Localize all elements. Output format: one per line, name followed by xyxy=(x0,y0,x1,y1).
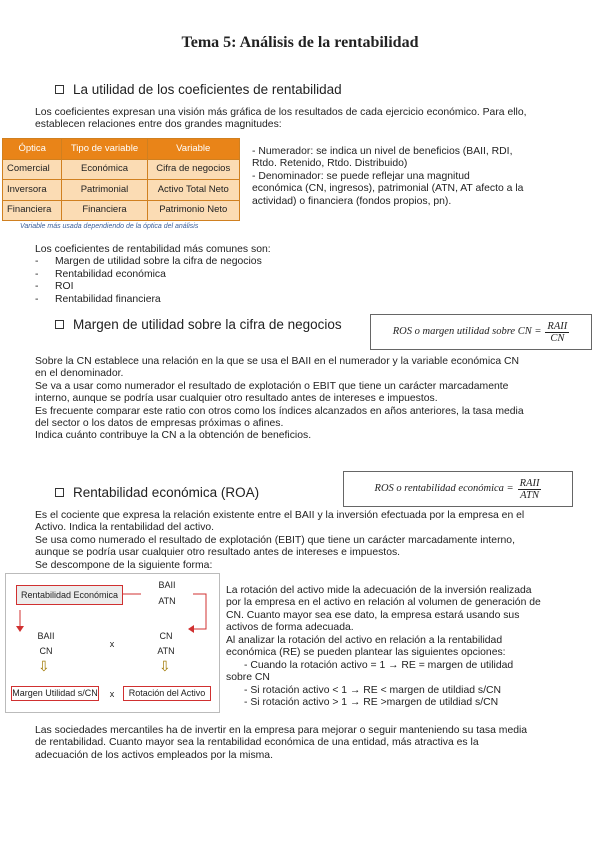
list-item: - Rentabilidad económica xyxy=(35,268,166,280)
text-line: actividad) o financiera (fondos propios, pn). xyxy=(252,195,452,207)
text-line: interno, aunque se podría usar cualquier otro resultado antes de intereses e impuestos. xyxy=(35,393,438,405)
text-line: Es el cociente que expresa la relación existente entre el BAII y la inversión efectuada por la empresa en el xyxy=(35,510,525,521)
table-caption: Variable más usada dependiendo de la óptica del análisis xyxy=(20,223,199,230)
table-row xyxy=(3,180,240,201)
table-header-row xyxy=(3,139,240,160)
list-item: - ROI xyxy=(35,281,74,293)
table-cell: Activo Total Neto xyxy=(147,180,240,201)
text-line: del sector o los datos de empresas próximas o afines. xyxy=(35,418,284,430)
checkbox-bullet-icon xyxy=(55,488,64,497)
table-cell: Patrimonio Neto xyxy=(147,200,240,221)
table-cell: Económica xyxy=(62,159,147,180)
table-row xyxy=(3,200,240,221)
text-line: Es frecuente comparar este ratio con otros como los índices alcanzados en años anteriores, la tasa media xyxy=(35,405,524,417)
closing-paragraph xyxy=(35,725,527,762)
table-cell: Inversora xyxy=(3,180,62,201)
diagram-right-numerator: CN xyxy=(159,631,173,641)
checkbox-bullet-icon xyxy=(55,320,64,329)
text-line: - Numerador: se indica un nivel de beneficios (BAII, RDI, xyxy=(252,146,513,157)
section-heading-text: La utilidad de los coeficientes de rentabilidad xyxy=(73,82,342,97)
page-title: Tema 5: Análisis de la rentabilidad xyxy=(181,34,419,51)
arrow-down-icon: ⇩ xyxy=(159,658,171,674)
arrow-down-icon: ⇩ xyxy=(38,658,50,674)
diagram-top-numerator: BAII xyxy=(158,580,176,590)
text-line: económica (RE) se pueden plantear las siguientes opciones: xyxy=(226,647,506,659)
text-line: activos de forma adecuada. xyxy=(226,622,354,634)
text-line: Los coeficientes expresan una visión más gráfica de los resultados de cada ejercicio económico. Para ello, xyxy=(35,107,527,118)
text-line: Se descompone de la siguiente forma: xyxy=(35,559,213,571)
ros-formula xyxy=(370,314,592,350)
diagram-left-denominator: CN xyxy=(39,646,53,656)
optica-table xyxy=(2,138,240,221)
list-item: - Rentabilidad financiera xyxy=(35,293,161,305)
checkbox-bullet-icon xyxy=(55,85,64,94)
list-item: sobre CN xyxy=(226,672,270,684)
intro-paragraph xyxy=(35,107,527,132)
text-line: establecen relaciones entre dos grandes magnitudes: xyxy=(35,119,282,131)
formula-fraction xyxy=(545,321,569,344)
text-line: de rentabilidad. Cuanto mayor sea la rentabilidad económica de una entidad, más atractiva es la xyxy=(35,737,479,749)
table-cell: Financiera xyxy=(3,200,62,221)
text-line: en el denominador. xyxy=(35,368,124,380)
roa-decomposition-diagram xyxy=(5,573,220,713)
list-item: - Si rotación activo < 1 → RE < margen de utildiad s/CN xyxy=(244,684,501,696)
table-cell: Financiera xyxy=(62,200,147,221)
text-line: aunque se podría usar cualquier otro resultado antes de intereses e impuestos. xyxy=(35,547,401,559)
table-cell: Cifra de negocios xyxy=(147,159,240,180)
diagram-top-denominator: ATN xyxy=(158,596,176,606)
common-coefficients xyxy=(35,244,271,306)
table-cell: Comercial xyxy=(3,159,62,180)
section-heading-utilidad xyxy=(55,82,342,98)
table-cell: Patrimonial xyxy=(62,180,147,201)
denominador-text xyxy=(252,171,523,208)
diagram-right-denominator: ATN xyxy=(157,646,175,656)
text-line: - Denominador: se puede reflejar una magnitud xyxy=(252,171,470,182)
text-line: Indica cuánto contribuye la CN a la obtención de beneficios. xyxy=(35,430,312,442)
roa-body xyxy=(35,510,524,572)
formula-lhs: ROS o margen utilidad sobre CN = xyxy=(392,325,542,337)
text-line: Activo. Indica la rentabilidad del activo. xyxy=(35,522,215,534)
section-heading-margen xyxy=(55,317,342,333)
formula-fraction xyxy=(518,478,542,501)
text-line: Las sociedades mercantiles ha de invertir en la empresa para mejorar o seguir manteniendo su tasa media xyxy=(35,725,528,736)
numerador-text xyxy=(252,146,512,171)
text-line: Sobre la CN establece una relación en la que se usa el BAII en el numerador y la variable económica CN xyxy=(35,356,520,367)
margen-body xyxy=(35,356,524,443)
text-line: por la empresa en el activo en relación al volumen de generación de xyxy=(226,597,541,609)
table-row xyxy=(3,159,240,180)
formula-denominator: CN xyxy=(550,332,565,344)
formula-numerator: RAII xyxy=(547,320,568,332)
text-line: CN. Cuanto mayor sea ese dato, la empresa estará usando sus xyxy=(226,609,520,621)
roa-formula xyxy=(343,471,573,507)
table-header: Óptica xyxy=(3,139,62,160)
coefficients-list xyxy=(35,256,271,306)
text-line: Se usa como numerado el resultado de explotación (EBIT) que tiene un carácter marcadamente interno, xyxy=(35,534,515,546)
text-line: adecuación de los activos empleados por la misma. xyxy=(35,749,273,761)
rentabilidad-economica-box: Rentabilidad Económica xyxy=(16,585,123,605)
rotacion-options xyxy=(226,660,513,710)
rotacion-activo-box: Rotación del Activo xyxy=(123,686,211,701)
formula-numerator: RAII xyxy=(519,477,540,489)
rotacion-text xyxy=(226,585,541,659)
diagram-times: x xyxy=(109,689,115,699)
margen-utilidad-box: Margen Utilidad s/CN xyxy=(11,686,99,701)
table-header: Variable xyxy=(147,139,240,160)
text-line: Los coeficientes de rentabilidad más comunes son: xyxy=(35,244,271,255)
list-item: - Si rotación activo > 1 → RE >margen de utildiad s/CN xyxy=(244,697,499,709)
section-heading-text: Margen de utilidad sobre la cifra de negocios xyxy=(73,317,342,332)
text-line: Se va a usar como numerador el resultado de explotación o EBIT que tiene un carácter marcadamente xyxy=(35,380,509,392)
diagram-left-numerator: BAII xyxy=(37,631,55,641)
formula-lhs: ROS o rentabilidad económica = xyxy=(374,482,514,494)
formula-denominator: ATN xyxy=(520,489,539,501)
section-heading-text: Rentabilidad económica (ROA) xyxy=(73,485,260,500)
text-line: La rotación del activo mide la adecuación de la inversión realizada xyxy=(226,585,532,596)
list-item: - Cuando la rotación activo = 1 → RE = margen de utilidad xyxy=(244,660,514,671)
diagram-times: x xyxy=(109,639,115,649)
text-line: económica (CN, ingresos), patrimonial (ATN, AT afecto a la xyxy=(252,183,524,195)
text-line: Al analizar la rotación del activo en relación a la rentabilidad xyxy=(226,634,503,646)
text-line: Rtdo. Retenido, Rtdo. Distribuido) xyxy=(252,158,408,170)
table-header: Tipo de variable xyxy=(62,139,147,160)
section-heading-roa xyxy=(55,485,259,501)
list-item: - Margen de utilidad sobre la cifra de negocios xyxy=(35,256,262,268)
